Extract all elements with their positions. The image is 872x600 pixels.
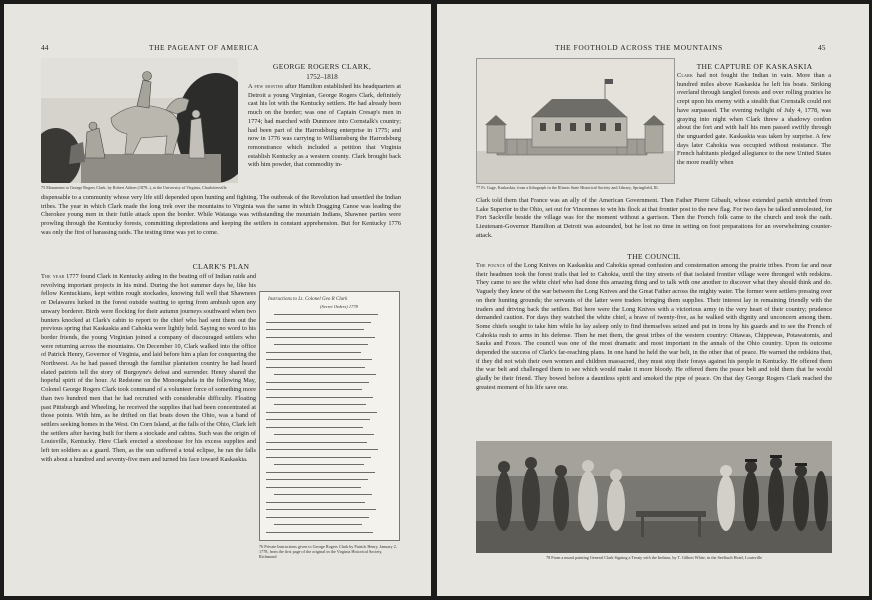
section2-lead: The year — [41, 273, 65, 280]
manuscript-script-line — [266, 479, 368, 480]
figure-75-caption: 75 Monument to George Rogers Clark, by Robert Aitken (1878–), at the University of Virginia, Charlottesville — [41, 185, 227, 190]
manuscript-script-line — [274, 344, 368, 345]
section-title-the-council: THE COUNCIL — [627, 252, 681, 261]
running-head: THE FOOTHOLD ACROSS THE MOUNTAINS — [555, 43, 723, 52]
manuscript-date: (Secret Orders) 1778 — [320, 304, 358, 309]
council-lead: The pounce — [476, 262, 506, 269]
manuscript-script-line — [266, 442, 367, 443]
manuscript-script-line — [274, 524, 362, 525]
kaskaskia-body: had not fought the Indian in vain. More than a hundred miles above Kaskaskia he left his boats. Striking overland through tangled forests and over rolling prairies he crept upon his enemy with a stealth that Cornstalk could not have surpassed. The evening twilight of July 4, 1778, was graying into night when Clark threw a shadowy cordon about the fort and with half his men passed swiftly through the unguarded gate. Kaskaskia was taken by surprise. A few days later Cahokia was occupied without resistance. The French habitants pledged allegiance to the new United States the more readily when — [677, 72, 831, 167]
section-title-clarks-plan: CLARK'S PLAN — [192, 262, 250, 271]
manuscript-script-line — [274, 434, 374, 435]
manuscript-script-line — [274, 404, 366, 405]
section1-column-text — [248, 83, 401, 193]
manuscript-script-line — [266, 502, 365, 503]
kaskaskia-lead: Clark — [677, 72, 694, 79]
manuscript-script-line — [266, 427, 363, 428]
figure-75-monument-image — [41, 58, 238, 183]
manuscript-script-line — [266, 382, 369, 383]
figure-78-caption: 78 From a mural painting General Clark Signing a Treaty with the Indians, by T. Gilbert White, in the Seelbach Hotel, Louisville — [546, 555, 762, 560]
section2-body: 1777 found Clark in Kentucky aiding in the beating off of Indian raids and revolving important projects in his mind. During the hot summer days he, like his fellow Kentuckians, kept within rough stockades, knowing full well that Shawnees or Delawares lurked in the forest outside waiting to spring from ambush upon any unwary borderer. Birds were flocking for their autumn journeys southward when two hunters knocked at Clark's cabin to report to the chief who had sent them out the previous spring that Kaskaskia and Cahokia were lightly held. Saying no word to his border friends, the young Virginian joined a company of discouraged settlers who were returning across the mountains. On December 10, Clark walked into the office of Patrick Henry, Governor of Virginia, and laid before him a plan for conquering the Northwest. As he had passed through the familiar plantation country he had heard elated patriots tell the story of Burgoyne's defeat and surrender. Henry shared the hopeful spirit of the hour. At Redstone on the Monongahela in the following May, Colonel George Rogers Clark took command of a volunteer force of something more than two hundred men that he had recruited with considerable difficulty. Floating past Pittsburgh and Wheeling, he received the supplies that had been concentrated at those points. With him, as he drifted on flat boats down the Ohio, was a band of settlers seeking homes in the West. On Corn Island, at the falls of the Ohio, Clark left the settlers after having built for them a stockade and cabins. Such was the origin of Louisville, Kentucky. Here Clark erected a storehouse for his excess supplies and left ten soldiers as a guard. Then, as the sun suffered a total eclipse, he ran the falls with about a hundred and seventy-five men and turned his face toward Kaskaskia. — [41, 273, 257, 463]
monument-illustration — [41, 58, 238, 183]
right-page — [437, 4, 869, 596]
kaskaskia-column-text — [677, 72, 831, 198]
council-column-text — [476, 262, 832, 438]
manuscript-script-line — [266, 397, 373, 398]
manuscript-script-line — [266, 419, 370, 420]
manuscript-script-line — [266, 329, 364, 330]
manuscript-script-line — [266, 472, 375, 473]
left-page — [4, 4, 431, 596]
section1-continuation-text — [41, 194, 401, 264]
running-head: THE PAGEANT OF AMERICA — [149, 43, 259, 52]
section2-column-text — [41, 273, 256, 573]
section1-body: after Hamilton established his headquarters at Detroit a young Virginian, George Rogers Clark, definitely cast his lot with the Kentucky settlers. He had already been much on the border; was one of Captain Cresap's men in 1774; had marched with Dunmore into Cornstalk's country; had been part of the Harrodsburg enterprise in 1775; and now in 1776 was carrying to Williamsburg the Harrodsburg remonstrance which included a petition that Virginia establish Kentucky as a western county. Clark brought back with him powder, that commodity in- — [248, 83, 401, 169]
council-body: of the Long Knives on Kaskaskia and Cahokia spread confusion and consternation among the prairie tribes. From far and near their headmen took the forest trails that led to Cahokia, until the tiny streets of that isolated frontier village were thronged with redskins. They came to see the white chief who had done this amazing thing and to talk with one another to discover what they should think and do. Vaguely they knew of the war between the Long Knives and the Great Father across the mighty water. The former were settlers pressing over on their hunting grounds; the servants of the latter were traders bringing them supplies. Their interest lay in remaining friendly with the traders and driving back the settlers. But here were the Long Knives with a victorious army in the very heart of their country; prudence demanded caution. For days they watched the white chief, a brave of twenty-five, as he walked with dignity and unconcern among them. Some chiefs sought to take him while he lay asleep only to find themselves seized and put in irons by his guards and to see the French of Cahokia rush to arms in his defense. Then he met them, the great tribes of the western country: Ottawas, Chippewas, Potawatomis, and Sauks and Foxes. The council was one of the most dramatic and most important in the annals of the Ohio country. Upon its outcome depended the success of Clark's far-reaching plans. In one hand he held the war belt, in the other that of peace. He warned the redskins that, if they did not wish their own women and children massacred, they must stop their forays against his people in Kentucky. He offered them the war belt and challenged them to see which would make it more bloody. He offered them the peace belt and told them that he would gladly be their friend. They bowed before a dauntless spirit and smoked the pipe of peace. On that day George Rogers Clark reached the greatest moment of his life save one. — [476, 262, 832, 391]
figure-77-fort-gage-image — [476, 58, 675, 184]
page-number: 45 — [818, 43, 826, 52]
manuscript-script-line — [266, 532, 373, 533]
figure-77-caption: 77 Ft. Gage, Kaskaskia, from a lithograph in the Illinois State Historical Society and Library, Springfield, Ill. — [476, 185, 659, 190]
manuscript-script-line — [266, 457, 371, 458]
manuscript-script-line — [266, 389, 362, 390]
section-title-george-rogers-clark: GEORGE ROGERS CLARK, — [272, 62, 372, 71]
section1-body-continued: dispensable to a community whose very life still depended upon hunting and fighting. The outbreak of the Revolution had unsettled the Indian tribes. The year in which Clark made the long trek over the mountains to Virginia was the same in which Dragging Canoe was leading the Cherokee young men in their futile attack upon the border. While Watauga was withstanding the mountain Indians, Shawnee parties were prowling through the Kentucky forests, committing depredations and keeping the settlers in constant apprehension. But for Kentucky 1776 was only the first of harassing raids. The testing time was yet to come. — [41, 194, 401, 236]
kaskaskia-body-continued: Clark told them that France was an ally of the American Government. Then Father Pierre Gibault, whose extended parish stretched from Lake Superior to the Ohio, set out for Vincennes to win his flock at that frontier post to the new flag. For two days he talked unmolested, for Fort Sackville beside the village was for the moment without a garrison. Then the French folk came to the church and took the oath. Lieutenant-Governor Hamilton at Detroit was astounded, but he lost no time in setting on foot preparations for an overwhelming counter-attack. — [476, 197, 832, 239]
treaty-mural-illustration — [476, 441, 832, 553]
manuscript-script-line — [266, 322, 371, 323]
manuscript-script-line — [266, 352, 361, 353]
manuscript-script-line — [274, 494, 372, 495]
fort-illustration — [477, 59, 674, 183]
figure-76-caption: 76 Private Instructions given to George Rogers Clark by Patrick Henry, January 2, 1778, from the first page of the original in the Virginia Historical Society, Richmond — [259, 544, 397, 559]
manuscript-script-line — [266, 509, 376, 510]
manuscript-script-line — [266, 487, 361, 488]
figure-76-manuscript-image — [259, 291, 400, 541]
section-title-capture-of-kaskaskia: THE CAPTURE OF KASKASKIA — [696, 62, 813, 71]
manuscript-script-line — [266, 449, 378, 450]
manuscript-script-line — [266, 517, 369, 518]
section1-lead: A few months — [248, 83, 284, 90]
manuscript-script-line — [266, 337, 375, 338]
figure-78-mural-image — [476, 441, 832, 553]
page-number: 44 — [41, 43, 49, 52]
manuscript-script-line — [266, 359, 372, 360]
manuscript-script-line — [274, 464, 364, 465]
section-dates: 1752–1818 — [306, 73, 338, 81]
manuscript-script-line — [274, 314, 378, 315]
kaskaskia-continuation-text — [476, 197, 832, 251]
manuscript-script-line — [274, 374, 376, 375]
manuscript-script-line — [266, 412, 377, 413]
manuscript-heading: Instructions to Lt. Colonel Geo R Clark — [268, 297, 348, 302]
manuscript-script-line — [266, 367, 365, 368]
